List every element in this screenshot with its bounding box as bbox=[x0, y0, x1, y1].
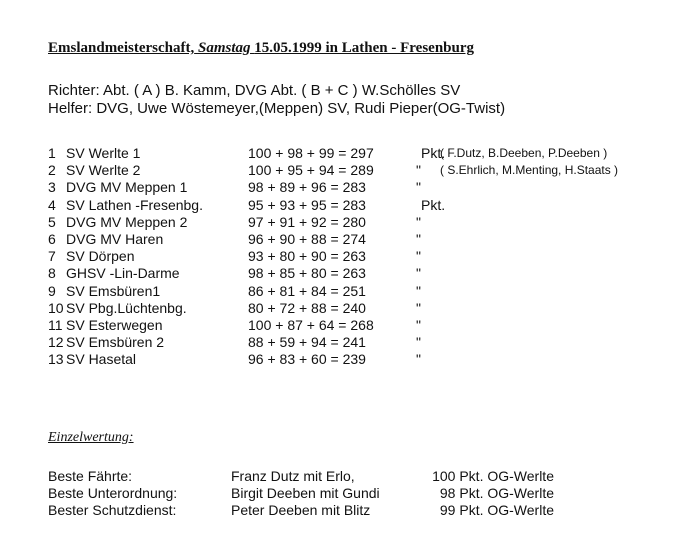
result-unit: Pkt. bbox=[421, 145, 446, 161]
result-team: DVG MV Meppen 2 bbox=[66, 213, 188, 230]
result-members: ( F.Dutz, B.Deeben, P.Deeben ) bbox=[440, 146, 608, 160]
result-ditto-mark: " bbox=[416, 162, 421, 179]
result-team: SV Werlte 2 bbox=[66, 162, 141, 179]
result-place: 2 bbox=[48, 162, 56, 179]
individual-winner: Birgit Deeben mit Gundi bbox=[231, 485, 380, 501]
result-place: 13 bbox=[48, 351, 64, 368]
result-ditto-mark: " bbox=[416, 265, 421, 282]
result-score: 88 + 59 + 94 = 241 bbox=[248, 334, 366, 351]
result-place: 12 bbox=[48, 334, 64, 351]
result-unit: Pkt. bbox=[421, 196, 446, 213]
result-score: 98 + 85 + 80 = 263 bbox=[248, 265, 366, 282]
individual-category: Beste Fährte: bbox=[48, 468, 133, 484]
result-place: 10 bbox=[48, 299, 64, 316]
result-place: 4 bbox=[48, 196, 56, 213]
result-place: 3 bbox=[48, 179, 56, 196]
title-event: Emslandmeisterschaft, bbox=[48, 40, 195, 56]
result-place: 1 bbox=[48, 145, 56, 161]
result-score: 96 + 90 + 88 = 274 bbox=[248, 231, 366, 247]
result-score: 97 + 91 + 92 = 280 bbox=[248, 213, 366, 230]
result-score: 93 + 80 + 90 = 263 bbox=[248, 248, 366, 265]
result-score: 96 + 83 + 60 = 239 bbox=[248, 351, 366, 368]
result-ditto-mark: " bbox=[416, 213, 421, 230]
document-title bbox=[48, 40, 474, 57]
result-score: 100 + 87 + 64 = 268 bbox=[248, 317, 374, 333]
result-ditto-mark: " bbox=[416, 179, 421, 196]
individual-score: 99 Pkt. OG-Werlte bbox=[439, 502, 554, 518]
individual-score: 98 Pkt. OG-Werlte bbox=[439, 485, 554, 501]
result-score: 100 + 98 + 99 = 297 bbox=[248, 145, 374, 161]
result-ditto-mark: " bbox=[416, 248, 421, 265]
result-ditto-mark: " bbox=[416, 282, 421, 299]
individual-winner: Peter Deeben mit Blitz bbox=[231, 502, 371, 518]
result-team: SV Pbg.Lüchtenbg. bbox=[66, 299, 187, 316]
result-team: DVG MV Meppen 1 bbox=[66, 179, 188, 196]
individual-category: Beste Unterordnung: bbox=[48, 485, 178, 501]
result-team: SV Emsbüren1 bbox=[66, 282, 161, 299]
result-place: 5 bbox=[48, 213, 56, 230]
title-date-place: 15.05.1999 in Lathen - Fresenburg bbox=[254, 40, 474, 56]
result-ditto-mark: " bbox=[416, 231, 421, 247]
result-team: SV Werlte 1 bbox=[66, 145, 141, 161]
individual-score: 100 Pkt. OG-Werlte bbox=[432, 468, 554, 484]
result-team: SV Emsbüren 2 bbox=[66, 334, 165, 351]
result-ditto-mark: " bbox=[416, 317, 421, 333]
result-ditto-mark: " bbox=[416, 334, 421, 351]
result-score: 100 + 95 + 94 = 289 bbox=[248, 162, 374, 179]
individual-results-heading: Einzelwertung: bbox=[48, 430, 134, 445]
result-place: 6 bbox=[48, 231, 56, 247]
result-members: ( S.Ehrlich, M.Menting, H.Staats ) bbox=[440, 163, 619, 178]
title-day: Samstag bbox=[198, 40, 251, 56]
result-team: DVG MV Haren bbox=[66, 231, 164, 247]
result-team: GHSV -Lin-Darme bbox=[66, 265, 180, 282]
result-team: SV Esterwegen bbox=[66, 317, 163, 333]
result-place: 8 bbox=[48, 265, 56, 282]
result-score: 86 + 81 + 84 = 251 bbox=[248, 282, 366, 299]
judges-line: Richter: Abt. ( A ) B. Kamm, DVG Abt. ( B + C ) W.Schölles SV bbox=[48, 82, 461, 99]
individual-category: Bester Schutzdienst: bbox=[48, 502, 177, 518]
result-ditto-mark: " bbox=[416, 299, 421, 316]
result-ditto-mark: " bbox=[416, 351, 421, 368]
result-score: 80 + 72 + 88 = 240 bbox=[248, 299, 366, 316]
result-place: 11 bbox=[48, 317, 63, 333]
result-score: 95 + 93 + 95 = 283 bbox=[248, 196, 366, 213]
result-team: SV Hasetal bbox=[66, 351, 137, 368]
result-place: 7 bbox=[48, 248, 56, 265]
individual-winner: Franz Dutz mit Erlo, bbox=[231, 468, 355, 484]
result-team: SV Dörpen bbox=[66, 248, 135, 265]
result-team: SV Lathen -Fresenbg. bbox=[66, 196, 203, 213]
result-place: 9 bbox=[48, 282, 56, 299]
helpers-line: Helfer: DVG, Uwe Wöstemeyer,(Meppen) SV, Rudi Pieper(OG-Twist) bbox=[48, 100, 506, 117]
result-score: 98 + 89 + 96 = 283 bbox=[248, 179, 366, 196]
